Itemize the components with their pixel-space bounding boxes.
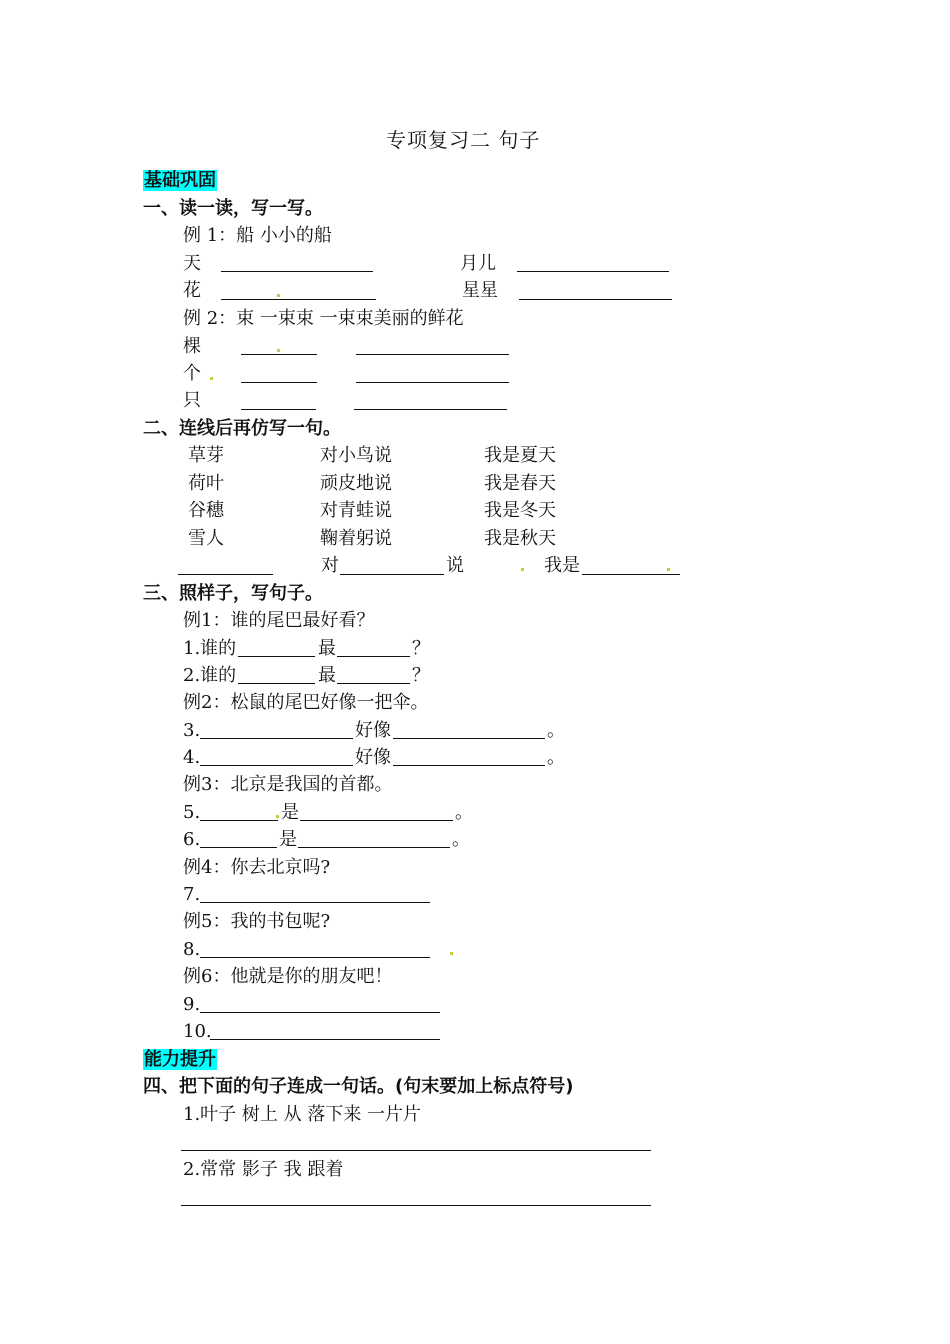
q2-fill-shuo: 说 (446, 555, 464, 576)
answer-blank[interactable] (210, 1039, 440, 1040)
q1-word-xingxing: 星星 (462, 280, 498, 301)
speck (210, 377, 213, 380)
answer-blank[interactable] (337, 683, 410, 684)
q3-item-3-end: 。 (547, 720, 565, 741)
match-right-item[interactable]: 我是春天 (484, 473, 556, 494)
answer-blank[interactable] (238, 683, 315, 684)
q3-item-2: 2.谁的 (183, 665, 237, 686)
q3-item-10: 10. (183, 1021, 212, 1042)
answer-blank[interactable] (200, 902, 430, 903)
answer-line[interactable] (181, 1205, 651, 1206)
answer-blank[interactable] (200, 738, 353, 739)
match-left-item[interactable]: 雪人 (188, 528, 224, 549)
answer-blank[interactable] (200, 1012, 440, 1013)
answer-blank[interactable] (200, 820, 278, 821)
answer-blank[interactable] (241, 354, 317, 355)
answer-blank[interactable] (221, 271, 373, 272)
q3-item-5-mid: 是 (281, 802, 299, 823)
speck (277, 349, 280, 352)
q1-word-tian: 天 (183, 253, 201, 274)
highlight: 基础巩固 (144, 170, 216, 191)
answer-blank[interactable] (354, 409, 507, 410)
page-title: 专项复习二 句子 (386, 128, 541, 152)
answer-blank[interactable] (337, 656, 410, 657)
match-left-item[interactable]: 荷叶 (188, 473, 224, 494)
q3-item-4-mid: 好像 (355, 747, 391, 768)
answer-blank[interactable] (300, 820, 453, 821)
q2-fill-dui: 对 (321, 555, 339, 576)
q3-example-4: 例4：你去北京吗? (183, 857, 331, 878)
q3-example-6: 例6：他就是你的朋友吧！ (183, 966, 393, 987)
answer-blank[interactable] (393, 765, 545, 766)
q3-item-2-zui: 最 (318, 665, 336, 686)
q3-item-5: 5. (183, 802, 201, 823)
speck (667, 568, 670, 571)
q1-word-hua: 花 (183, 280, 201, 301)
q4-sentence-2: 2.常常 影子 我 跟着 (183, 1159, 344, 1180)
match-right-item[interactable]: 我是夏天 (484, 445, 556, 466)
q1-word-ke: 棵 (183, 336, 201, 357)
q1-example-1: 例 1：船 小小的船 (183, 225, 332, 246)
answer-blank[interactable] (238, 656, 315, 657)
q3-item-4-end: 。 (547, 747, 565, 768)
answer-blank[interactable] (241, 409, 316, 410)
answer-blank[interactable] (241, 382, 317, 383)
q3-example-3: 例3：北京是我国的首都。 (183, 774, 393, 795)
q3-item-9: 9. (183, 994, 201, 1015)
speck (277, 294, 280, 297)
match-right-item[interactable]: 我是冬天 (484, 500, 556, 521)
q1-word-ge: 个 (183, 363, 201, 384)
answer-blank[interactable] (517, 271, 669, 272)
speck (450, 952, 453, 955)
answer-blank[interactable] (200, 957, 430, 958)
answer-blank[interactable] (340, 574, 444, 575)
speck (276, 815, 279, 818)
question-3-heading: 三、照样子，写句子。 (143, 583, 323, 604)
match-middle-item[interactable]: 顽皮地说 (320, 473, 392, 494)
section-label-advanced (143, 1048, 217, 1072)
q3-item-6-end: 。 (452, 829, 470, 850)
question-1-heading: 一、读一读，写一写。 (143, 198, 323, 219)
answer-blank[interactable] (200, 847, 277, 848)
question-2-heading: 二、连线后再仿写一句。 (143, 418, 341, 439)
match-right-item[interactable]: 我是秋天 (484, 528, 556, 549)
match-left-item[interactable]: 草芽 (188, 445, 224, 466)
answer-line[interactable] (181, 1150, 651, 1151)
question-4-heading: 四、把下面的句子连成一句话。(句末要加上标点符号) (143, 1076, 574, 1097)
answer-blank[interactable] (582, 574, 680, 575)
q3-item-2-end: ？ (412, 665, 430, 686)
q2-fill-woshi: 我是 (544, 555, 580, 576)
q3-item-6: 6. (183, 829, 201, 850)
q3-item-1-end: ？ (412, 638, 430, 659)
q3-item-1-zui: 最 (318, 638, 336, 659)
q1-word-zhi: 只 (183, 390, 201, 411)
q3-item-8: 8. (183, 939, 201, 960)
match-middle-item[interactable]: 对小鸟说 (320, 445, 392, 466)
highlight: 能力提升 (144, 1049, 216, 1070)
answer-blank[interactable] (519, 299, 672, 300)
q1-example-2: 例 2：束 一束束 一束束美丽的鲜花 (183, 308, 464, 329)
answer-blank[interactable] (200, 765, 353, 766)
q3-item-7: 7. (183, 884, 201, 905)
answer-blank[interactable] (356, 354, 509, 355)
answer-blank[interactable] (221, 299, 376, 300)
section-label-basic (143, 169, 217, 193)
q3-example-5: 例5：我的书包呢? (183, 911, 331, 932)
answer-blank[interactable] (356, 382, 509, 383)
q3-example-1: 例1：谁的尾巴最好看？ (183, 610, 375, 631)
q3-item-5-end: 。 (455, 802, 473, 823)
q3-item-1: 1.谁的 (183, 638, 237, 659)
match-middle-item[interactable]: 对青蛙说 (320, 500, 392, 521)
match-left-item[interactable]: 谷穗 (188, 500, 224, 521)
q3-example-2: 例2：松鼠的尾巴好像一把伞。 (183, 692, 429, 713)
speck (521, 568, 524, 571)
answer-blank[interactable] (298, 847, 450, 848)
q4-sentence-1: 1.叶子 树上 从 落下来 一片片 (183, 1104, 422, 1125)
answer-blank[interactable] (393, 738, 545, 739)
q3-item-4: 4. (183, 747, 201, 768)
q3-item-3-mid: 好像 (355, 720, 391, 741)
q3-item-3: 3. (183, 720, 201, 741)
answer-blank[interactable] (178, 574, 273, 575)
match-middle-item[interactable]: 鞠着躬说 (320, 528, 392, 549)
q1-word-yueer: 月儿 (460, 253, 496, 274)
q3-item-6-mid: 是 (279, 829, 297, 850)
